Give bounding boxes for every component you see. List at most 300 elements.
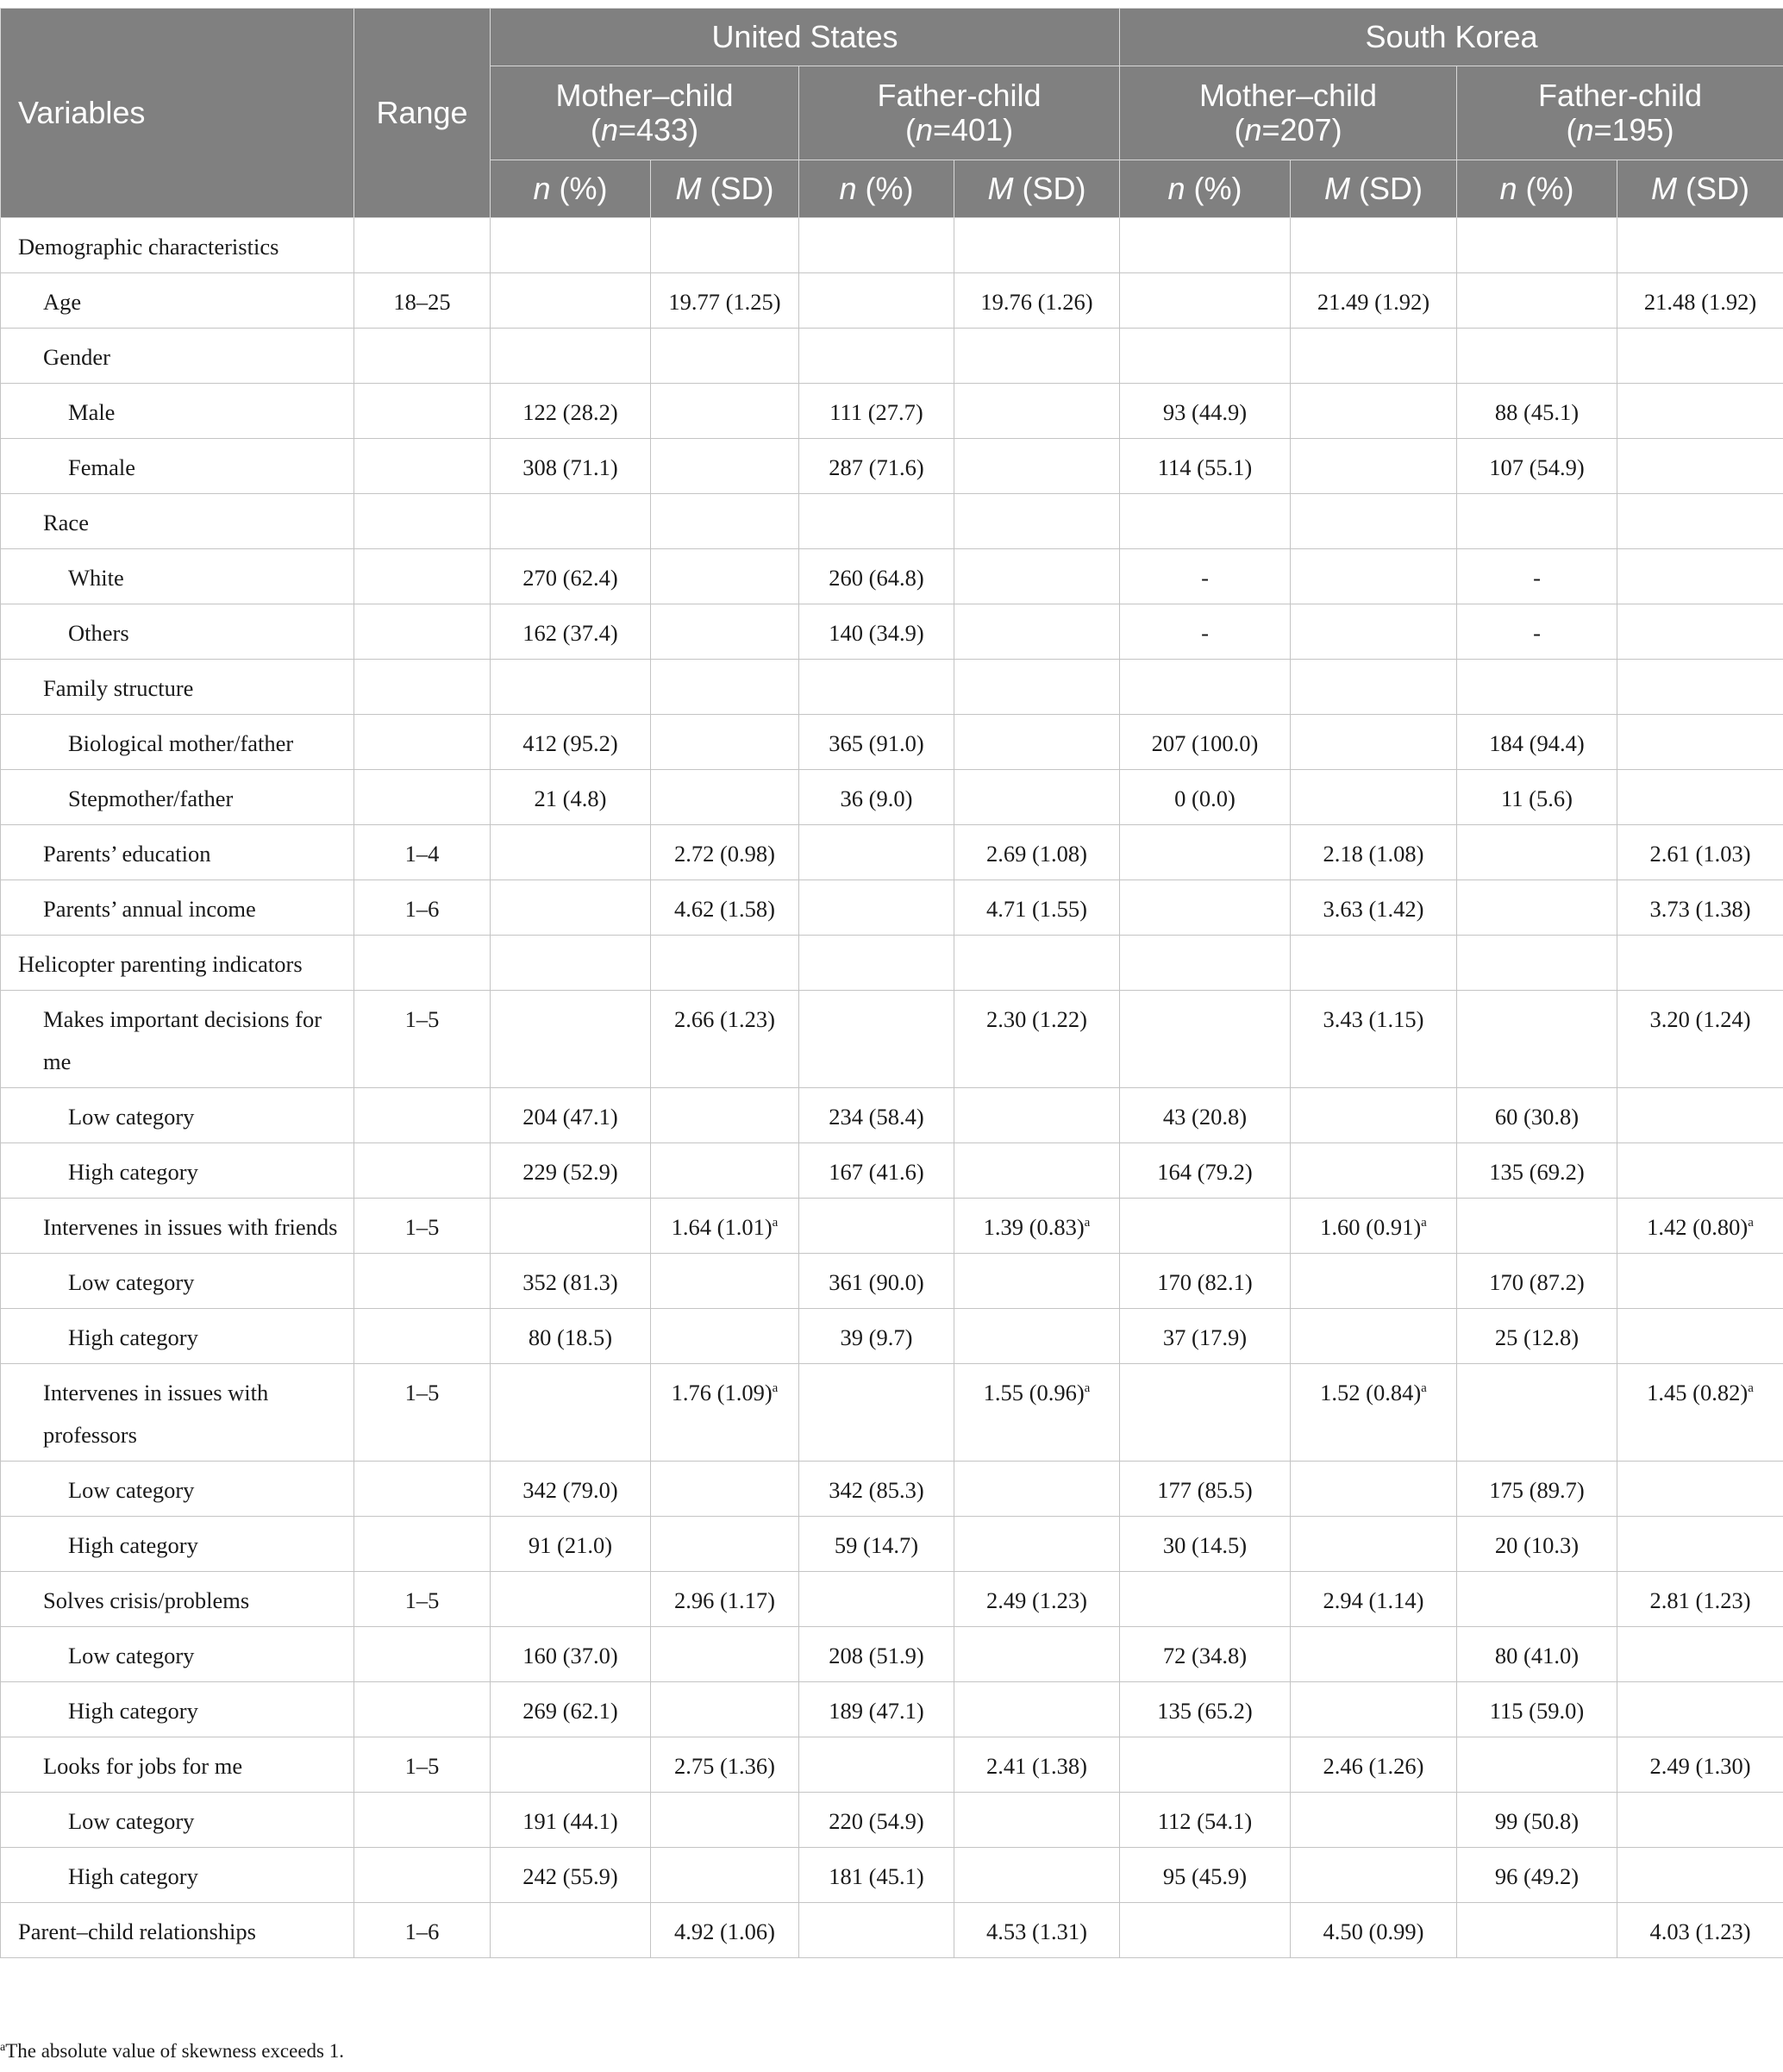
value-cell [1457, 273, 1617, 329]
cell-value: 107 (54.9) [1489, 454, 1585, 480]
range-cell: 1–5 [354, 1199, 491, 1254]
row-label: High category [1, 1848, 354, 1903]
row-label: High category [1, 1517, 354, 1572]
value-cell [1291, 1088, 1457, 1143]
cell-value: 30 (14.5) [1162, 1532, 1248, 1558]
value-cell [491, 1848, 651, 1903]
value-cell [1617, 880, 1783, 936]
cell-value: 2.81 (1.23) [1649, 1587, 1751, 1613]
group-name: Father-child [877, 78, 1042, 113]
value-cell [1120, 936, 1291, 991]
value-cell [491, 660, 651, 715]
value-cell [1291, 1903, 1457, 1958]
value-cell [954, 770, 1120, 825]
range-cell [354, 1309, 491, 1364]
value-cell [1120, 329, 1291, 384]
row-label: Low category [1, 1627, 354, 1682]
row-label: Female [1, 439, 354, 494]
range-header: Range [354, 9, 491, 218]
cell-value: 2.49 (1.23) [985, 1587, 1088, 1613]
value-cell [1291, 660, 1457, 715]
range-cell [354, 1627, 491, 1682]
value-cell [954, 1517, 1120, 1572]
value-cell [954, 273, 1120, 329]
table-row [1, 880, 1783, 936]
cell-value: 2.72 (0.98) [673, 841, 776, 867]
value-cell [799, 384, 954, 439]
cell-value: 60 (30.8) [1494, 1104, 1580, 1130]
row-label: Low category [1, 1793, 354, 1848]
value-cell [1457, 770, 1617, 825]
cell-value: 96 (49.2) [1494, 1863, 1580, 1889]
variables-header: Variables [1, 9, 354, 218]
value-cell [954, 1254, 1120, 1309]
group-header: Father-child (n=401) [799, 66, 1120, 160]
value-cell [799, 329, 954, 384]
stat-column-header [651, 160, 799, 218]
group-header: Mother–child (n=207) [1120, 66, 1457, 160]
value-cell [799, 1088, 954, 1143]
stat-suffix: (%) [856, 171, 914, 206]
cell-value: 21.49 (1.92) [1317, 289, 1430, 315]
value-cell [1291, 1848, 1457, 1903]
value-cell [799, 1682, 954, 1737]
value-cell [1457, 660, 1617, 715]
value-cell [1291, 1199, 1457, 1254]
table-row [1, 218, 1783, 273]
row-label: Low category [1, 1462, 354, 1517]
footnote-marker: a [0, 2041, 6, 2054]
value-cell [491, 1737, 651, 1793]
value-cell [1120, 1737, 1291, 1793]
value-cell [1291, 549, 1457, 604]
table-row [1, 1254, 1783, 1309]
cell-value: 164 (79.2) [1157, 1159, 1253, 1185]
cell-value: 162 (37.4) [522, 620, 618, 646]
skewness-marker: a [1748, 1216, 1754, 1230]
cell-value: 2.46 (1.26) [1323, 1753, 1424, 1779]
row-label: Male [1, 384, 354, 439]
value-cell [1120, 604, 1291, 660]
table-row [1, 1088, 1783, 1143]
descriptive-statistics-table [0, 8, 1783, 1958]
cell-value: 19.77 (1.25) [668, 289, 781, 315]
table-row [1, 1627, 1783, 1682]
value-cell [491, 439, 651, 494]
value-cell [491, 1143, 651, 1199]
value-cell [1291, 1364, 1457, 1462]
value-cell [1120, 1199, 1291, 1254]
value-cell [1457, 1793, 1617, 1848]
value-cell [1617, 439, 1783, 494]
row-label: Helicopter parenting indicators [1, 936, 354, 991]
value-cell [799, 1364, 954, 1462]
value-cell [1120, 1572, 1291, 1627]
value-cell [1291, 1254, 1457, 1309]
value-cell [1617, 770, 1783, 825]
range-cell [354, 1088, 491, 1143]
cell-value: 220 (54.9) [829, 1808, 924, 1834]
stat-symbol: M [1324, 171, 1350, 206]
range-cell [354, 1517, 491, 1572]
table-row [1, 660, 1783, 715]
cell-value: - [1201, 565, 1209, 591]
stat-column-header [954, 160, 1120, 218]
cell-value: 2.61 (1.03) [1649, 841, 1751, 867]
value-cell [651, 549, 799, 604]
cell-value: 19.76 (1.26) [980, 289, 1093, 315]
value-cell [651, 439, 799, 494]
skewness-marker: a [1421, 1216, 1427, 1230]
value-cell [799, 1254, 954, 1309]
cell-value: 88 (45.1) [1494, 399, 1580, 425]
value-cell [1617, 1737, 1783, 1793]
value-cell [651, 936, 799, 991]
value-cell [651, 384, 799, 439]
cell-value: 4.62 (1.58) [673, 896, 776, 922]
stat-suffix: (%) [550, 171, 608, 206]
value-cell [799, 880, 954, 936]
value-cell [1291, 384, 1457, 439]
value-cell [799, 439, 954, 494]
range-cell: 1–5 [354, 991, 491, 1088]
value-cell [1617, 660, 1783, 715]
value-cell [1120, 1517, 1291, 1572]
value-cell [651, 1682, 799, 1737]
value-cell [1120, 1682, 1291, 1737]
value-cell [1457, 1517, 1617, 1572]
cell-value: 229 (52.9) [522, 1159, 618, 1185]
value-cell [954, 880, 1120, 936]
value-cell [1120, 1627, 1291, 1682]
value-cell [954, 936, 1120, 991]
value-cell [1120, 1254, 1291, 1309]
value-cell [491, 1462, 651, 1517]
cell-value: 2.96 (1.17) [673, 1587, 776, 1613]
value-cell [651, 604, 799, 660]
cell-value: 80 (18.5) [528, 1324, 613, 1350]
value-cell [651, 218, 799, 273]
skewness-marker: a [772, 1216, 779, 1230]
cell-value: 0 (0.0) [1174, 786, 1236, 811]
row-label: Looks for jobs for me [1, 1737, 354, 1793]
stat-column-header [1120, 160, 1291, 218]
stat-suffix: (SD) [701, 171, 774, 206]
value-cell [1120, 384, 1291, 439]
value-cell [1291, 880, 1457, 936]
value-cell [651, 991, 799, 1088]
cell-value: 342 (85.3) [829, 1477, 924, 1503]
table-row [1, 494, 1783, 549]
cell-value: 1.52 (0.84) [1320, 1380, 1422, 1405]
cell-value: 189 (47.1) [829, 1698, 924, 1724]
cell-value: 204 (47.1) [522, 1104, 618, 1130]
skewness-marker: a [1421, 1381, 1427, 1395]
cell-value: 25 (12.8) [1494, 1324, 1580, 1350]
value-cell [799, 1143, 954, 1199]
row-label: Demographic characteristics [1, 218, 354, 273]
value-cell [491, 494, 651, 549]
stat-symbol: M [987, 171, 1014, 206]
value-cell [1617, 1848, 1783, 1903]
value-cell [491, 1627, 651, 1682]
cell-value: 95 (45.9) [1162, 1863, 1248, 1889]
value-cell [799, 936, 954, 991]
range-cell [354, 1254, 491, 1309]
group-n-label: n [1244, 112, 1262, 147]
range-cell: 1–5 [354, 1364, 491, 1462]
value-cell [491, 1088, 651, 1143]
value-cell [954, 1462, 1120, 1517]
cell-value: 184 (94.4) [1489, 730, 1585, 756]
value-cell [954, 1682, 1120, 1737]
cell-value: 207 (100.0) [1151, 730, 1259, 756]
value-cell [799, 273, 954, 329]
value-cell [954, 715, 1120, 770]
value-cell [1617, 604, 1783, 660]
cell-value: 37 (17.9) [1162, 1324, 1248, 1350]
cell-value: 269 (62.1) [522, 1698, 618, 1724]
stat-column-header [1291, 160, 1457, 218]
table-row [1, 1793, 1783, 1848]
value-cell [1120, 660, 1291, 715]
group-n-value: =433 [617, 112, 689, 147]
cell-value: 59 (14.7) [834, 1532, 919, 1558]
table-row [1, 273, 1783, 329]
value-cell [954, 218, 1120, 273]
cell-value: 2.69 (1.08) [985, 841, 1088, 867]
value-cell [1291, 1627, 1457, 1682]
value-cell [1291, 1682, 1457, 1737]
cell-value: 2.41 (1.38) [985, 1753, 1088, 1779]
table-row [1, 936, 1783, 991]
cell-value: 4.03 (1.23) [1649, 1919, 1751, 1944]
skewness-marker: a [1084, 1381, 1091, 1395]
country-header-south-korea: South Korea [1120, 9, 1783, 66]
cell-value: 160 (37.0) [522, 1643, 618, 1668]
cell-value: 170 (87.2) [1489, 1269, 1585, 1295]
value-cell [1291, 604, 1457, 660]
cell-value: 342 (79.0) [522, 1477, 618, 1503]
value-cell [1457, 1903, 1617, 1958]
value-cell [1617, 494, 1783, 549]
group-name: Father-child [1537, 78, 1703, 113]
cell-value: 2.66 (1.23) [673, 1006, 776, 1032]
value-cell [1291, 1309, 1457, 1364]
value-cell [954, 604, 1120, 660]
value-cell [651, 1793, 799, 1848]
value-cell [799, 1199, 954, 1254]
row-label: Parent–child relationships [1, 1903, 354, 1958]
value-cell [799, 604, 954, 660]
value-cell [1457, 1737, 1617, 1793]
value-cell [1457, 1364, 1617, 1462]
table-row [1, 549, 1783, 604]
cell-value: 3.73 (1.38) [1649, 896, 1751, 922]
row-label: Age [1, 273, 354, 329]
value-cell [651, 825, 799, 880]
value-cell [1291, 715, 1457, 770]
cell-value: 39 (9.7) [840, 1324, 913, 1350]
row-label: Low category [1, 1254, 354, 1309]
cell-value: - [1201, 620, 1209, 646]
value-cell [1617, 384, 1783, 439]
value-cell [1291, 1572, 1457, 1627]
value-cell [651, 715, 799, 770]
value-cell [651, 1737, 799, 1793]
stat-symbol: M [675, 171, 702, 206]
range-cell [354, 660, 491, 715]
value-cell [954, 1199, 1120, 1254]
range-cell [354, 1462, 491, 1517]
value-cell [1291, 770, 1457, 825]
value-cell [799, 1848, 954, 1903]
value-cell [1457, 549, 1617, 604]
value-cell [799, 1309, 954, 1364]
value-cell [954, 1143, 1120, 1199]
group-name: Mother–child [555, 78, 734, 113]
range-cell [354, 218, 491, 273]
table-row [1, 1572, 1783, 1627]
table-body [1, 218, 1783, 1958]
value-cell [954, 1627, 1120, 1682]
group-n-value: =401 [932, 112, 1004, 147]
footnote-text: The absolute value of skewness exceeds 1. [5, 2040, 345, 2062]
value-cell [1457, 1462, 1617, 1517]
skewness-marker: a [1084, 1216, 1091, 1230]
value-cell [1291, 439, 1457, 494]
value-cell [491, 549, 651, 604]
value-cell [651, 1462, 799, 1517]
value-cell [491, 715, 651, 770]
value-cell [954, 1903, 1120, 1958]
range-cell [354, 439, 491, 494]
row-label: Low category [1, 1088, 354, 1143]
value-cell [491, 1254, 651, 1309]
row-label: High category [1, 1309, 354, 1364]
range-cell [354, 494, 491, 549]
table-footnote [0, 2038, 344, 2064]
table-row [1, 1199, 1783, 1254]
table-row [1, 715, 1783, 770]
cell-value: 1.45 (0.82) [1647, 1380, 1749, 1405]
cell-value: 3.63 (1.42) [1323, 896, 1424, 922]
cell-value: 412 (95.2) [522, 730, 618, 756]
cell-value: 93 (44.9) [1162, 399, 1248, 425]
value-cell [1617, 1309, 1783, 1364]
range-cell: 1–4 [354, 825, 491, 880]
cell-value: 1.60 (0.91) [1320, 1214, 1422, 1240]
cell-value: 122 (28.2) [522, 399, 618, 425]
cell-value: 181 (45.1) [829, 1863, 924, 1889]
cell-value: 270 (62.4) [522, 565, 618, 591]
row-label: Gender [1, 329, 354, 384]
value-cell [491, 604, 651, 660]
value-cell [1617, 1254, 1783, 1309]
value-cell [1457, 329, 1617, 384]
value-cell [1120, 770, 1291, 825]
value-cell [1120, 218, 1291, 273]
table-container [0, 8, 1783, 1958]
value-cell [1617, 825, 1783, 880]
range-cell [354, 770, 491, 825]
table-row [1, 604, 1783, 660]
stat-column-header [491, 160, 651, 218]
group-n-label: n [600, 112, 618, 147]
value-cell [799, 1903, 954, 1958]
value-cell [1617, 1199, 1783, 1254]
value-cell [799, 825, 954, 880]
value-cell [491, 825, 651, 880]
cell-value: 1.64 (1.01) [671, 1214, 773, 1240]
country-header-united-states: United States [491, 9, 1120, 66]
cell-value: 135 (69.2) [1489, 1159, 1585, 1185]
range-cell [354, 1848, 491, 1903]
value-cell [651, 494, 799, 549]
group-n-value: =207 [1261, 112, 1332, 147]
cell-value: - [1533, 565, 1541, 591]
value-cell [1120, 715, 1291, 770]
cell-value: 21 (4.8) [534, 786, 607, 811]
value-cell [491, 770, 651, 825]
table-row [1, 1517, 1783, 1572]
value-cell [651, 880, 799, 936]
row-label: Intervenes in issues with friends [1, 1199, 354, 1254]
value-cell [1457, 439, 1617, 494]
value-cell [799, 1737, 954, 1793]
value-cell [1457, 1088, 1617, 1143]
stat-symbol: n [1499, 171, 1517, 206]
value-cell [799, 1462, 954, 1517]
value-cell [651, 1309, 799, 1364]
range-cell: 1–5 [354, 1737, 491, 1793]
cell-value: 361 (90.0) [829, 1269, 924, 1295]
value-cell [954, 1572, 1120, 1627]
row-label: Solves crisis/problems [1, 1572, 354, 1627]
value-cell [1120, 1462, 1291, 1517]
row-label: Parents’ education [1, 825, 354, 880]
cell-value: 2.49 (1.30) [1649, 1753, 1751, 1779]
group-name: Mother–child [1198, 78, 1378, 113]
stat-symbol: M [1651, 171, 1678, 206]
cell-value: 1.42 (0.80) [1647, 1214, 1749, 1240]
value-cell [1291, 1737, 1457, 1793]
table-row [1, 1903, 1783, 1958]
cell-value: 4.92 (1.06) [673, 1919, 776, 1944]
row-label: Intervenes in issues with professors [1, 1364, 354, 1462]
range-cell [354, 1682, 491, 1737]
value-cell [491, 936, 651, 991]
value-cell [1457, 1309, 1617, 1364]
value-cell [799, 549, 954, 604]
value-cell [1457, 218, 1617, 273]
value-cell [1617, 1572, 1783, 1627]
cell-value: 2.94 (1.14) [1323, 1587, 1424, 1613]
cell-value: 260 (64.8) [829, 565, 924, 591]
cell-value: 112 (54.1) [1157, 1808, 1253, 1834]
value-cell [954, 1737, 1120, 1793]
value-cell [1457, 1848, 1617, 1903]
value-cell [651, 1088, 799, 1143]
range-cell [354, 1143, 491, 1199]
range-cell: 18–25 [354, 273, 491, 329]
cell-value: 114 (55.1) [1157, 454, 1253, 480]
value-cell [1457, 1143, 1617, 1199]
value-cell [1291, 494, 1457, 549]
cell-value: 287 (71.6) [829, 454, 924, 480]
cell-value: 36 (9.0) [840, 786, 913, 811]
value-cell [1457, 991, 1617, 1088]
